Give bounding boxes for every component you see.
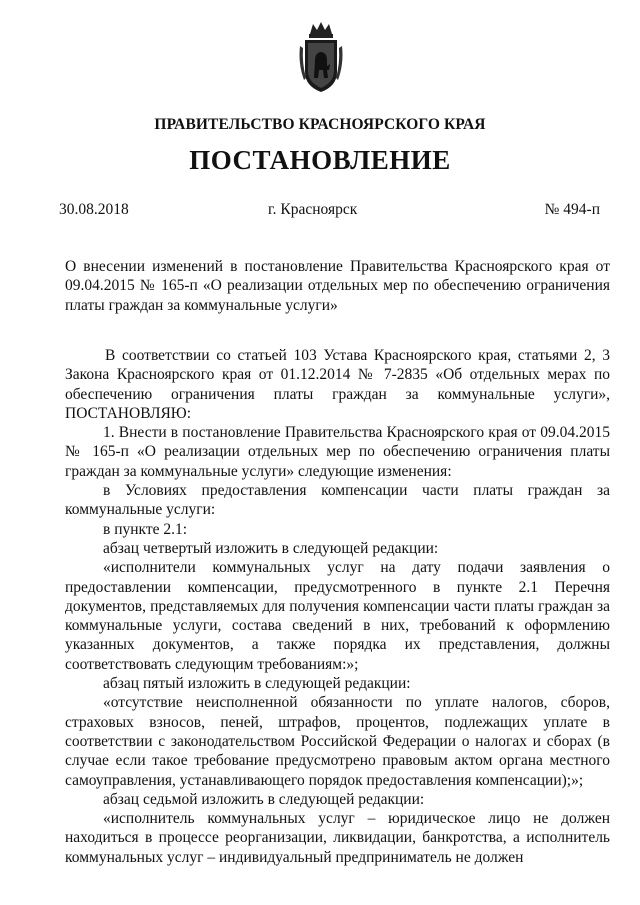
paragraph: 1. Внести в постановление Правительства Красноярского края от 09.04.2015 № 165-п «О реализации отдельных мер по обеспечению ограничения платы граждан за коммунальные услуги» следующие изменения: <box>65 424 610 480</box>
paragraph: «исполнители коммунальных услуг на дату подачи заявления о предоставлении компенсации, предусмотренного в пункте 2.1 Перечня документов, представляемых для получения компенсации части платы граждан за коммунальные услуги, состава сведений в них, требований к оформлению указанных документов, а также порядка их представления, должны соответствовать следующим требованиям:»; <box>65 559 610 673</box>
document-subject: О внесении изменений в постановление Правительства Красноярского края от 09.04.2015 № 165-п «О реализации отдельных мер по обеспечению ограничения платы граждан за коммунальные услуги» <box>65 258 610 314</box>
krasnoyarsk-coat-of-arms-icon <box>296 20 346 96</box>
document-type: ПОСТАНОВЛЕНИЕ <box>189 145 451 175</box>
government-title: ПРАВИТЕЛЬСТВО КРАСНОЯРСКОГО КРАЯ <box>154 116 486 133</box>
paragraph: «отсутствие неисполненной обязанности по уплате налогов, сборов, страховых взносов, пеней, штрафов, процентов, подлежащих уплате в соответствии с законодательством Российской Федерации о налогах и сборах (в случае если такое требование предусмотрено правовым актом органа местного самоуправления, устанавливающего порядок предоставления компенсации);»; <box>65 694 610 789</box>
paragraph: в Условиях предоставления компенсации части платы граждан за коммунальные услуги: <box>65 482 610 519</box>
document-body <box>65 346 610 867</box>
paragraph: «исполнитель коммунальных услуг – юридическое лицо не должен находиться в процессе реорганизации, ликвидации, банкротства, а исполнитель коммунальных услуг – индивидуальный предприниматель не должен <box>65 810 610 866</box>
paragraph: в пункте 2.1: <box>103 520 188 538</box>
paragraph: абзац пятый изложить в следующей редакции: <box>103 675 411 693</box>
paragraph: В соответствии со статьей 103 Устава Красноярского края, статьями 2, 3 Закона Красноярского края от 01.12.2014 № 7-2835 «Об отдельных мерах по обеспечению ограничения платы граждан за коммунальные услуги», ПОСТАНОВЛЯЮ: <box>65 347 610 422</box>
document-city: г. Красноярск <box>268 201 358 218</box>
document-date: 30.08.2018 <box>59 201 129 218</box>
document-number: № 494-п <box>544 201 600 218</box>
paragraph: абзац седьмой изложить в следующей редакции: <box>103 790 425 808</box>
paragraph: абзац четвертый изложить в следующей редакции: <box>103 539 439 557</box>
